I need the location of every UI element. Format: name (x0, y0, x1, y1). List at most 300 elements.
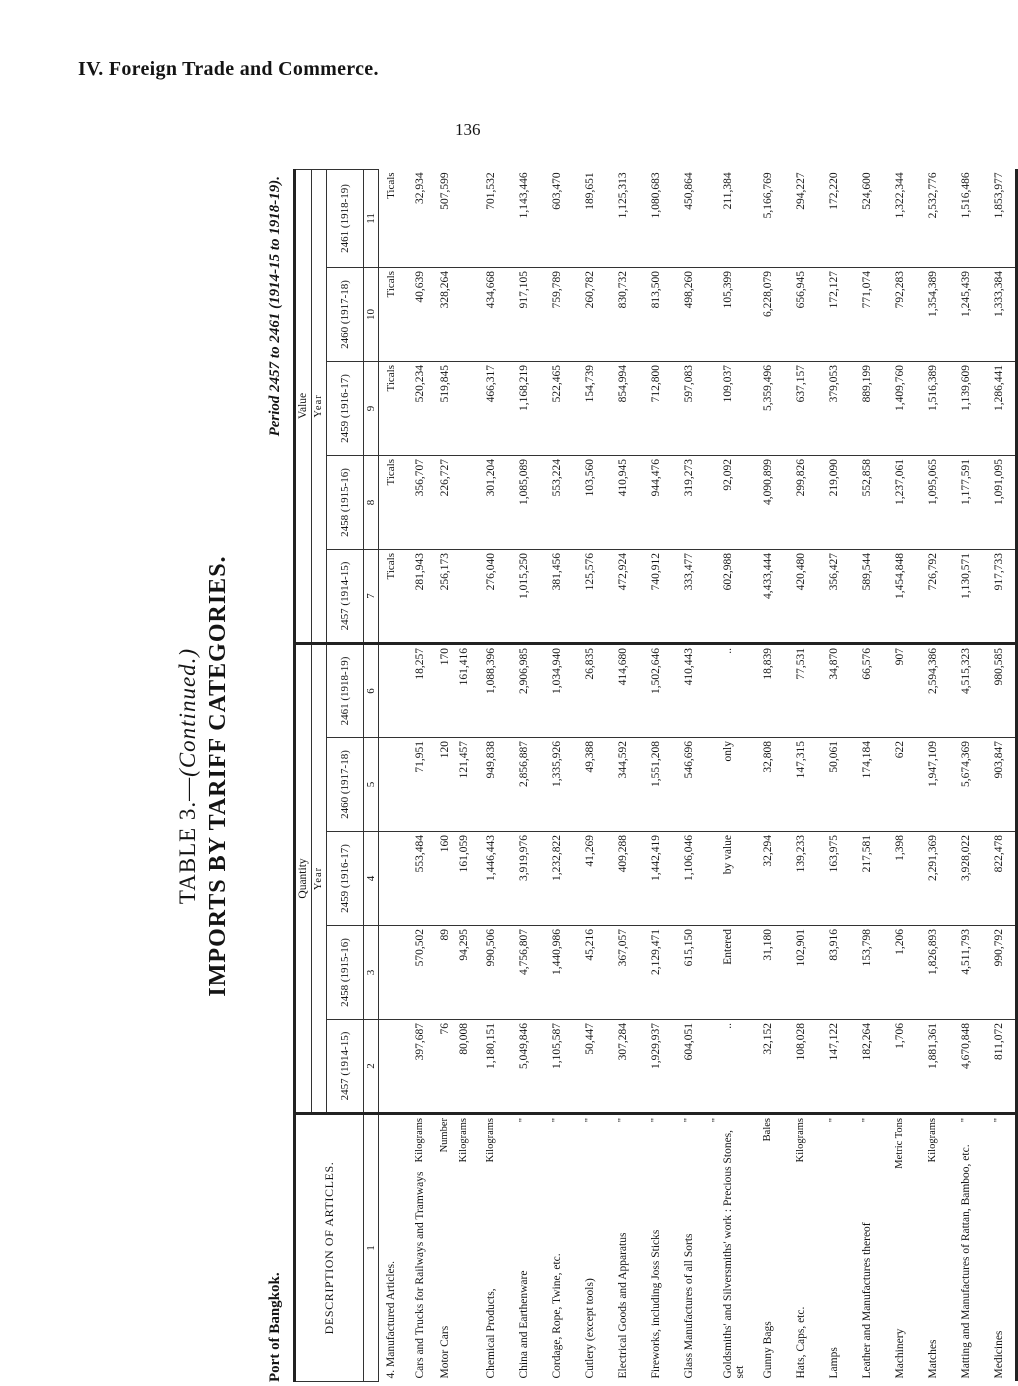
article-unit: Kilograms (794, 1118, 806, 1163)
value-cell: 889,199 (850, 361, 883, 455)
value-cell: 1,286,441 (982, 361, 1017, 455)
article-unit: " (827, 1118, 839, 1123)
value-cell: 656,945 (784, 267, 817, 361)
row-description (606, 1114, 639, 1382)
quantity-header: Quantity (295, 643, 312, 1113)
quantity-cell: 367,057 (606, 926, 639, 1020)
quantity-cell: 903,847 (982, 738, 1017, 832)
row-description (455, 1114, 474, 1382)
currency-unit-label: Ticals (379, 267, 404, 361)
row-description (751, 1114, 784, 1382)
table-row (784, 169, 817, 1381)
quantity-cell: 414,680 (606, 643, 639, 737)
article-unit: " (583, 1118, 595, 1123)
value-cell: 553,224 (540, 455, 573, 549)
row-description (436, 1114, 455, 1382)
quantity-cell: 170 (436, 643, 455, 737)
quantity-cell: 160 (436, 832, 455, 926)
quantity-cell: 49,388 (573, 738, 606, 832)
year-header: 2461 (1918-19) (327, 643, 364, 737)
quantity-cell: 949,838 (474, 738, 507, 832)
quantity-cell: 71,951 (403, 738, 436, 832)
quantity-cell: 77,531 (784, 643, 817, 737)
quantity-cell: .. (705, 643, 751, 737)
value-cell: 172,220 (817, 169, 850, 267)
value-cell: 410,945 (606, 455, 639, 549)
value-cell: 1,085,089 (507, 455, 540, 549)
value-cell: 189,651 (573, 169, 606, 267)
value-cell: 434,668 (474, 267, 507, 361)
value-cell: 32,934 (403, 169, 436, 267)
row-description (916, 1114, 949, 1382)
quantity-cell: 94,295 (455, 926, 474, 1020)
row-description (540, 1114, 573, 1382)
value-cell: 1,143,446 (507, 169, 540, 267)
year-header: 2458 (1915-16) (327, 455, 364, 549)
quantity-cell: by value (705, 832, 751, 926)
value-cell (455, 361, 474, 455)
value-cell: 1,125,313 (606, 169, 639, 267)
quantity-cell: 89 (436, 926, 455, 1020)
table-row (949, 169, 982, 1381)
currency-unit-label: Ticals (379, 169, 404, 267)
quantity-cell: 1,929,937 (639, 1020, 672, 1114)
value-cell: 301,204 (474, 455, 507, 549)
column-number: 5 (364, 738, 379, 832)
quantity-cell: 1,947,109 (916, 738, 949, 832)
article-name: Electrical Goods and Apparatus (616, 1232, 629, 1379)
column-number: 8 (364, 455, 379, 549)
table-caption (175, 170, 201, 1382)
quantity-cell: 1,088,396 (474, 643, 507, 737)
year-header: 2457 (1914-15) (327, 1020, 364, 1114)
quantity-cell: 161,059 (455, 832, 474, 926)
column-number-row (364, 169, 379, 1381)
period-label: Period 2457 to 2461 (1914-15 to 1918-19). (267, 176, 283, 437)
quantity-cell: 147,122 (817, 1020, 850, 1114)
quantity-cell: 1,232,822 (540, 832, 573, 926)
quantity-cell: 41,269 (573, 832, 606, 926)
description-header: DESCRIPTION OF ARTICLES. (295, 1114, 364, 1382)
value-cell: 759,789 (540, 267, 573, 361)
column-number: 1 (364, 1114, 379, 1382)
quantity-cell: 76 (436, 1020, 455, 1114)
quantity-cell: 622 (883, 738, 916, 832)
value-cell: 1,516,486 (949, 169, 982, 267)
table-row (883, 169, 916, 1381)
quantity-cell: 811,072 (982, 1020, 1017, 1114)
quantity-cell: 990,506 (474, 926, 507, 1020)
value-cell: 944,476 (639, 455, 672, 549)
value-cell: 256,173 (436, 549, 455, 643)
value-cell: 5,166,769 (751, 169, 784, 267)
quantity-cell: 4,511,793 (949, 926, 982, 1020)
article-unit: Number (439, 1118, 451, 1153)
value-cell: 524,600 (850, 169, 883, 267)
value-cell: 1,354,389 (916, 267, 949, 361)
table-row (507, 169, 540, 1381)
quantity-cell: 990,792 (982, 926, 1017, 1020)
value-cell: 281,943 (403, 549, 436, 643)
value-cell: 1,080,683 (639, 169, 672, 267)
value-cell: 712,800 (639, 361, 672, 455)
value-cell: 379,053 (817, 361, 850, 455)
quantity-cell: 2,291,369 (916, 832, 949, 926)
value-cell: 276,040 (474, 549, 507, 643)
value-cell: 356,707 (403, 455, 436, 549)
quantity-cell: 1,034,940 (540, 643, 573, 737)
value-cell: 92,092 (705, 455, 751, 549)
value-cell: 1,333,384 (982, 267, 1017, 361)
value-cell: 1,454,848 (883, 549, 916, 643)
quantity-cell: 2,594,386 (916, 643, 949, 737)
quantity-cell: 980,585 (982, 643, 1017, 737)
quantity-cell: 34,870 (817, 643, 850, 737)
value-cell: 520,234 (403, 361, 436, 455)
table-body (379, 169, 1017, 1381)
table-caption-prefix: TABLE 3.— (175, 776, 200, 905)
quantity-cell: 3,919,976 (507, 832, 540, 926)
article-unit: " (517, 1118, 529, 1123)
year-header: 2457 (1914-15) (327, 549, 364, 643)
value-cell (455, 455, 474, 549)
quantity-cell: 153,798 (850, 926, 883, 1020)
quantity-cell: 174,184 (850, 738, 883, 832)
article-name: Machinery (893, 1328, 906, 1379)
value-cell: 522,465 (540, 361, 573, 455)
value-cell: 830,732 (606, 267, 639, 361)
value-cell: 1,168,219 (507, 361, 540, 455)
row-description (474, 1114, 507, 1382)
value-cell: 498,260 (672, 267, 705, 361)
article-unit: " (616, 1118, 628, 1123)
value-cell (455, 549, 474, 643)
quantity-cell: 163,975 (817, 832, 850, 926)
value-cell: 40,639 (403, 267, 436, 361)
value-cell: 420,480 (784, 549, 817, 643)
imports-table (293, 169, 1018, 1382)
article-unit: " (682, 1118, 694, 1123)
value-cell: 5,359,496 (751, 361, 784, 455)
quantity-cell: 45,216 (573, 926, 606, 1020)
quantity-cell: 32,808 (751, 738, 784, 832)
value-cell: 854,994 (606, 361, 639, 455)
quantity-cell: 546,696 (672, 738, 705, 832)
value-cell: 328,264 (436, 267, 455, 361)
article-name: Matting and Manufactures of Rattan, Bamboo, etc. (959, 1144, 972, 1379)
article-unit: " (860, 1118, 872, 1123)
row-description (982, 1114, 1017, 1382)
value-cell: 726,792 (916, 549, 949, 643)
row-description (639, 1114, 672, 1382)
column-number: 2 (364, 1020, 379, 1114)
value-cell: 319,273 (672, 455, 705, 549)
quantity-cell: 5,049,846 (507, 1020, 540, 1114)
table-row (817, 169, 850, 1381)
value-cell: 1,177,591 (949, 455, 982, 549)
column-number: 10 (364, 267, 379, 361)
quantity-cell: 1,551,208 (639, 738, 672, 832)
table-row (540, 169, 573, 1381)
value-cell: 211,384 (705, 169, 751, 267)
value-cell: 4,090,899 (751, 455, 784, 549)
value-cell: 771,074 (850, 267, 883, 361)
value-cell: 917,733 (982, 549, 1017, 643)
quantity-cell: 147,315 (784, 738, 817, 832)
value-cell: 1,409,760 (883, 361, 916, 455)
value-cell: 109,037 (705, 361, 751, 455)
table-row (751, 169, 784, 1381)
value-cell: 103,560 (573, 455, 606, 549)
quantity-cell: 397,687 (403, 1020, 436, 1114)
quantity-cell: 50,061 (817, 738, 850, 832)
currency-unit-label: Ticals (379, 361, 404, 455)
value-cell: 260,782 (573, 267, 606, 361)
value-cell: 1,139,609 (949, 361, 982, 455)
quantity-cell: 570,502 (403, 926, 436, 1020)
article-unit: Kilograms (926, 1118, 938, 1163)
article-unit: " (550, 1118, 562, 1123)
column-number: 6 (364, 643, 379, 737)
value-cell: 219,090 (817, 455, 850, 549)
article-unit: " (649, 1118, 661, 1123)
category-row (379, 169, 404, 1381)
row-description (784, 1114, 817, 1382)
quantity-cell: Entered (705, 926, 751, 1020)
value-cell: 552,858 (850, 455, 883, 549)
column-number: 4 (364, 832, 379, 926)
table-caption-continued: (Continued.) (175, 647, 200, 777)
article-name: Chemical Products, (484, 1288, 497, 1379)
article-name: Matches (926, 1339, 939, 1379)
quantity-cell: .. (705, 1020, 751, 1114)
quantity-cell: 2,129,471 (639, 926, 672, 1020)
quantity-cell: 1,105,587 (540, 1020, 573, 1114)
port-label: Port of Bangkok. (267, 1272, 283, 1382)
article-unit: Kilograms (484, 1118, 496, 1163)
quantity-cell: 32,294 (751, 832, 784, 926)
value-cell: 356,427 (817, 549, 850, 643)
quantity-cell: 18,839 (751, 643, 784, 737)
year-header: 2458 (1915-16) (327, 926, 364, 1020)
value-cell: 917,105 (507, 267, 540, 361)
quantity-cell: 1,180,151 (474, 1020, 507, 1114)
table-row (436, 169, 455, 1381)
article-name: Cutlery (except tools) (583, 1278, 596, 1379)
value-cell: 597,083 (672, 361, 705, 455)
value-cell: 602,988 (705, 549, 751, 643)
value-cell: 637,157 (784, 361, 817, 455)
value-cell: 105,399 (705, 267, 751, 361)
quantity-cell: 4,756,807 (507, 926, 540, 1020)
value-cell: 1,245,439 (949, 267, 982, 361)
value-cell: 2,532,776 (916, 169, 949, 267)
value-cell: 603,470 (540, 169, 573, 267)
table-row (606, 169, 639, 1381)
article-name: Cars and Trucks for Railways and Tramways (413, 1171, 426, 1379)
table-row (982, 169, 1017, 1381)
quantity-cell: 83,916 (817, 926, 850, 1020)
value-cell: 740,912 (639, 549, 672, 643)
value-cell: 381,456 (540, 549, 573, 643)
quantity-cell: 410,443 (672, 643, 705, 737)
quantity-cell: 3,928,022 (949, 832, 982, 926)
article-name: Motor Cars (439, 1325, 452, 1379)
quantity-cell: 50,447 (573, 1020, 606, 1114)
value-cell: 1,322,344 (883, 169, 916, 267)
quantity-cell: 615,150 (672, 926, 705, 1020)
article-unit: Kilograms (413, 1118, 425, 1163)
quantity-cell: 26,835 (573, 643, 606, 737)
quantity-cell: 1,106,046 (672, 832, 705, 926)
row-description (403, 1114, 436, 1382)
quantity-cell: 1,442,419 (639, 832, 672, 926)
value-cell: 125,576 (573, 549, 606, 643)
value-cell: 450,864 (672, 169, 705, 267)
quantity-cell: 182,264 (850, 1020, 883, 1114)
column-number: 9 (364, 361, 379, 455)
quantity-cell: 139,233 (784, 832, 817, 926)
row-description (507, 1114, 540, 1382)
table-row (916, 169, 949, 1381)
quantity-year-header: Year (312, 643, 327, 1113)
value-cell: 1,130,571 (949, 549, 982, 643)
quantity-cell: 80,008 (455, 1020, 474, 1114)
article-unit: " (992, 1118, 1004, 1123)
row-description (573, 1114, 606, 1382)
value-cell: 589,544 (850, 549, 883, 643)
article-name: Lamps (827, 1347, 840, 1379)
row-description (883, 1114, 916, 1382)
quantity-cell: 1,206 (883, 926, 916, 1020)
row-description (850, 1114, 883, 1382)
article-name: Hats, Caps, etc. (794, 1306, 807, 1379)
row-description (705, 1114, 751, 1382)
quantity-cell: 2,856,887 (507, 738, 540, 832)
table-row (850, 169, 883, 1381)
column-number: 3 (364, 926, 379, 1020)
quantity-cell: 5,674,369 (949, 738, 982, 832)
quantity-cell: 120 (436, 738, 455, 832)
quantity-cell: 344,592 (606, 738, 639, 832)
quantity-cell: 18,257 (403, 643, 436, 737)
value-cell: 701,532 (474, 169, 507, 267)
quantity-cell: only (705, 738, 751, 832)
year-header: 2459 (1916-17) (327, 361, 364, 455)
article-name: Fireworks, including Joss Sticks (649, 1229, 662, 1379)
article-name: China and Earthenware (517, 1270, 530, 1379)
article-name: Goldsmiths' and Silversmiths' work : Precious Stones, set (721, 1129, 746, 1379)
value-cell: 1,853,977 (982, 169, 1017, 267)
article-unit: " (710, 1118, 722, 1123)
value-cell: 1,237,061 (883, 455, 916, 549)
quantity-cell: 1,440,986 (540, 926, 573, 1020)
row-description (672, 1114, 705, 1382)
value-cell: 154,739 (573, 361, 606, 455)
currency-unit-label: Ticals (379, 549, 404, 643)
quantity-cell: 108,028 (784, 1020, 817, 1114)
quantity-cell: 1,398 (883, 832, 916, 926)
value-cell: 299,826 (784, 455, 817, 549)
quantity-cell: 604,051 (672, 1020, 705, 1114)
quantity-cell: 1,335,926 (540, 738, 573, 832)
quantity-cell: 1,446,443 (474, 832, 507, 926)
article-name: Glass Manufactures of all Sorts (682, 1233, 695, 1379)
section-heading: IV. Foreign Trade and Commerce. (78, 58, 379, 80)
year-header: 2461 (1918-19) (327, 169, 364, 267)
quantity-cell: 822,478 (982, 832, 1017, 926)
value-cell: 6,228,079 (751, 267, 784, 361)
year-header: 2460 (1917-18) (327, 267, 364, 361)
row-description (817, 1114, 850, 1382)
value-cell (455, 169, 474, 267)
year-header: 2459 (1916-17) (327, 832, 364, 926)
value-cell: 1,516,389 (916, 361, 949, 455)
quantity-cell: 409,288 (606, 832, 639, 926)
quantity-cell: 1,502,646 (639, 643, 672, 737)
category-label: 4. Manufactured Articles. (379, 1114, 404, 1382)
value-cell: 333,477 (672, 549, 705, 643)
article-unit: Bales (761, 1118, 773, 1142)
quantity-cell: 4,670,848 (949, 1020, 982, 1114)
quantity-cell: 1,826,893 (916, 926, 949, 1020)
value-cell: 4,433,444 (751, 549, 784, 643)
value-header: Value (295, 169, 312, 643)
quantity-cell: 121,457 (455, 738, 474, 832)
quantity-cell: 66,576 (850, 643, 883, 737)
quantity-cell: 907 (883, 643, 916, 737)
value-cell: 294,227 (784, 169, 817, 267)
row-description (949, 1114, 982, 1382)
article-name: Gunny Bags (761, 1321, 774, 1379)
quantity-cell: 31,180 (751, 926, 784, 1020)
quantity-cell: 217,581 (850, 832, 883, 926)
article-unit: Metric Tons (893, 1118, 905, 1169)
column-number: 7 (364, 549, 379, 643)
quantity-cell: 32,152 (751, 1020, 784, 1114)
quantity-cell: 4,515,323 (949, 643, 982, 737)
value-year-header: Year (312, 169, 327, 643)
quantity-cell: 1,881,361 (916, 1020, 949, 1114)
value-cell: 507,599 (436, 169, 455, 267)
value-cell (455, 267, 474, 361)
value-cell: 472,924 (606, 549, 639, 643)
value-cell: 813,500 (639, 267, 672, 361)
article-name: Leather and Manufactures thereof (860, 1222, 873, 1379)
value-cell: 1,091,095 (982, 455, 1017, 549)
value-cell: 172,127 (817, 267, 850, 361)
rotated-table-block (175, 170, 1005, 1382)
article-name: Medicines (992, 1330, 1005, 1379)
value-cell: 1,015,250 (507, 549, 540, 643)
column-number: 11 (364, 169, 379, 267)
table-row (672, 169, 705, 1381)
table-row (474, 169, 507, 1381)
table-row (705, 169, 751, 1381)
quantity-cell: 1,706 (883, 1020, 916, 1114)
table-row (455, 169, 474, 1381)
currency-unit-label: Ticals (379, 455, 404, 549)
article-unit: Kilograms (458, 1118, 470, 1163)
table-row (639, 169, 672, 1381)
value-cell: 466,317 (474, 361, 507, 455)
value-cell: 519,845 (436, 361, 455, 455)
value-cell: 226,727 (436, 455, 455, 549)
year-header: 2460 (1917-18) (327, 738, 364, 832)
table-row (573, 169, 606, 1381)
article-name: Cordage, Rope, Twine, etc. (550, 1253, 563, 1379)
quantity-cell: 161,416 (455, 643, 474, 737)
